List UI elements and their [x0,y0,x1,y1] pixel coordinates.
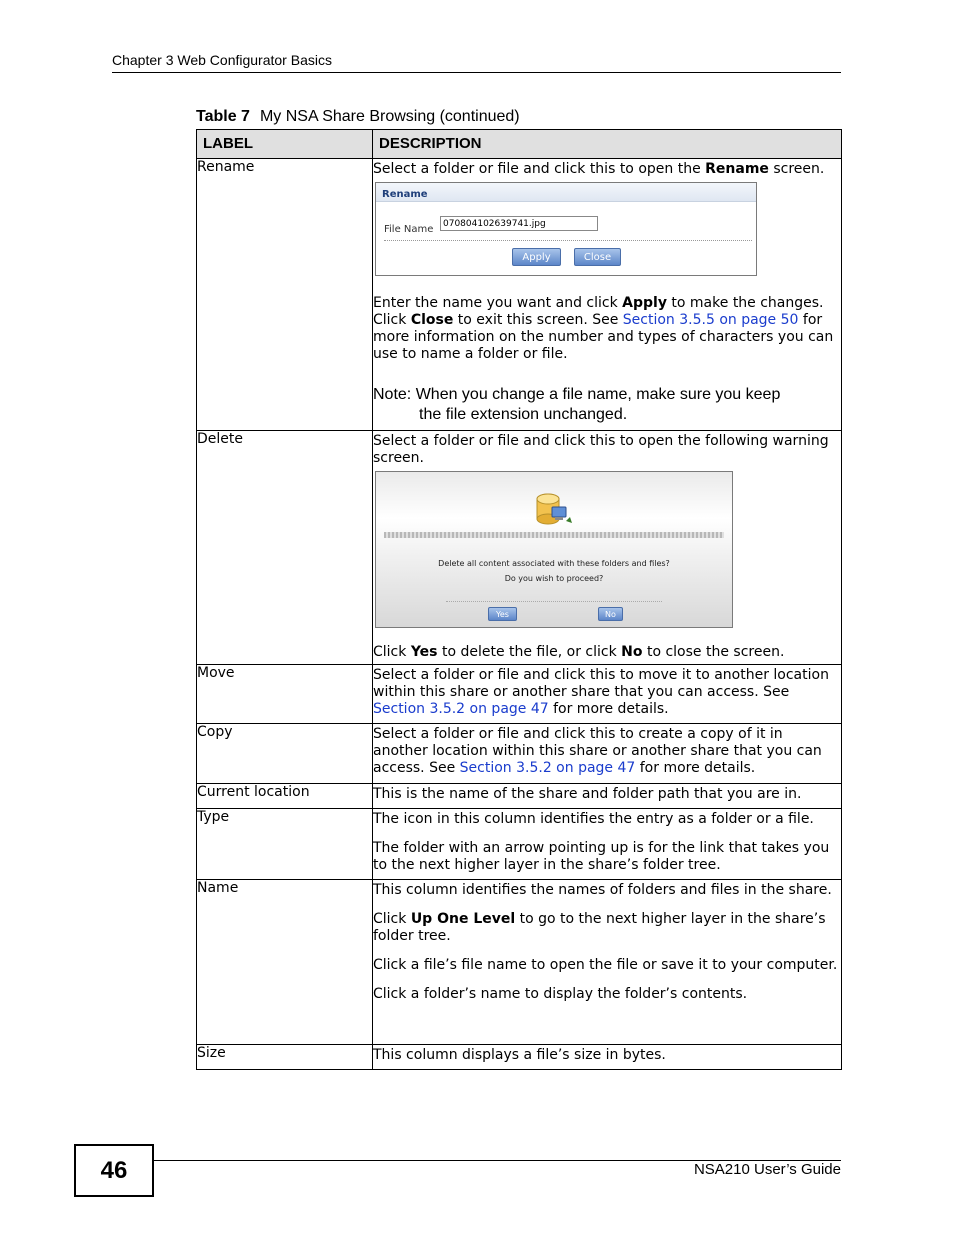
page-number: 46 [74,1144,154,1197]
description-text: Select a folder or file and click this to move it to another location within this share or another share that you can access. See Section 3.5.2 on page 47 for more details. [373,667,829,717]
row-label: Copy [197,724,373,784]
no-button: No [598,607,623,621]
section-link[interactable]: Section 3.5.5 on page 50 [622,312,799,328]
row-description [373,665,842,724]
description-text: Enter the name you want and click Apply to make the changes. Click Close to exit this screen. See Section 3.5.5 on page 50 for more information on the number and types of characters you can use to name a folder or file. [373,295,834,362]
divider [446,601,662,602]
table-row [197,159,842,431]
description-text: Click a folder’s name to display the folder’s contents. [373,986,748,1002]
row-label: Move [197,665,373,724]
row-description [373,880,842,1045]
table-header-row [197,130,842,159]
description-text: The folder with an arrow pointing up is for the link that takes you to the next higher layer in the share’s folder tree. [373,840,830,873]
description-column-header: DESCRIPTION [373,130,842,159]
description-text: This is the name of the share and folder path that you are in. [373,786,802,802]
description-text: The icon in this column identifies the entry as a folder or a file. [373,811,814,827]
table-row [197,665,842,724]
close-button: Close [574,248,621,266]
row-description [373,784,842,809]
apply-button: Apply [512,248,561,266]
label-column-header: LABEL [197,130,373,159]
row-label: Type [197,809,373,880]
row-label: Delete [197,431,373,665]
table-title: My NSA Share Browsing (continued) [259,108,520,125]
table-row [197,880,842,1045]
row-description [373,1045,842,1070]
description-text: Select a folder or file and click this to open the following warning screen. [373,433,829,466]
row-description [373,724,842,784]
note-prefix: Note: [373,386,416,403]
rename-dialog-title: Rename [376,183,756,202]
description-text: Click a file’s file name to open the file or save it to your computer. [373,957,838,973]
row-label: Name [197,880,373,1045]
row-description [373,431,842,665]
table-row [197,784,842,809]
description-text: This column identifies the names of folders and files in the share. [373,882,832,898]
description-text: This column displays a file’s size in bytes. [373,1047,666,1063]
delete-warning-screenshot [375,471,841,628]
rename-dialog-screenshot [375,182,841,276]
section-link[interactable]: Section 3.5.2 on page 47 [459,760,636,776]
note: Note: When you change a file name, make sure you keep the file extension unchanged. [373,386,781,423]
description-text: Select a folder or file and click this to open the Rename screen. [373,161,825,177]
database-warning-icon [534,491,574,527]
row-description [373,809,842,880]
file-name-label: File Name [384,224,434,235]
description-text: Click Up One Level to go to the next higher layer in the share’s folder tree. [373,911,826,944]
table-row [197,431,842,665]
table-row [197,809,842,880]
description-text: Click Yes to delete the file, or click No to close the screen. [373,644,785,660]
row-label: Rename [197,159,373,431]
row-description [373,159,842,431]
description-text: Select a folder or file and click this to create a copy of it in another location within this share or another share that you can access. See Section 3.5.2 on page 47 for more details. [373,726,822,776]
table-number: Table 7 [196,108,250,125]
table-caption [196,108,520,126]
row-label: Size [197,1045,373,1070]
divider [384,240,752,241]
table-row [197,724,842,784]
section-link[interactable]: Section 3.5.2 on page 47 [373,701,549,717]
warning-message: Delete all content associated with these folders and files? Do you wish to proceed? [438,559,670,583]
separator-band [384,532,724,538]
guide-title: NSA210 User’s Guide [693,1161,841,1178]
file-name-field: 070804102639741.jpg [440,216,598,231]
yes-button: Yes [488,607,517,621]
row-label: Current location [197,784,373,809]
table-row [197,1045,842,1070]
running-header: Chapter 3 Web Configurator Basics [112,52,841,73]
share-browsing-table [196,129,842,1070]
